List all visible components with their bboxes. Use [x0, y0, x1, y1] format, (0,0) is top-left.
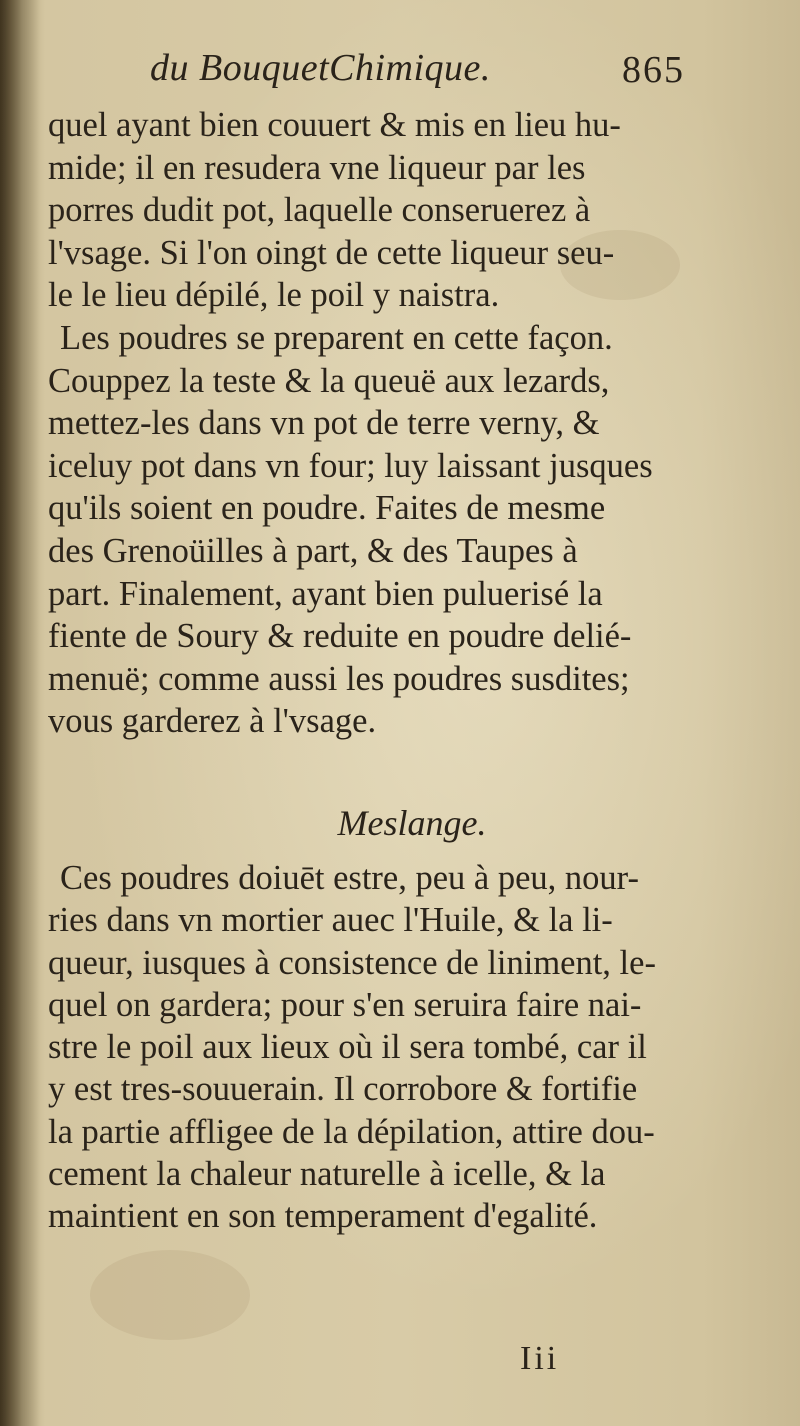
text-line: Couppez la teste & la queuë aux lezards,: [48, 361, 610, 400]
text-line: mettez-les dans vn pot de terre verny, &: [48, 404, 600, 443]
body-text-bottom: [48, 857, 720, 1238]
text-line: part. Finalement, ayant bien puluerisé la: [48, 574, 603, 613]
paper-stain: [90, 1250, 250, 1340]
text-line: la partie affligee de la dépilation, attire dou-: [48, 1112, 655, 1151]
text-line: Ces poudres doiuēt estre, peu à peu, nour-: [60, 859, 639, 897]
running-head: [0, 42, 800, 102]
gutter-shadow: [0, 0, 40, 1426]
text-line: maintient en son temperament d'egalité.: [48, 1197, 598, 1236]
text-line: menuë; comme aussi les poudres susdites;: [48, 659, 630, 698]
text-line: quel on gardera; pour s'en seruira faire nai-: [48, 985, 642, 1024]
text-line: des Grenoüilles à part, & des Taupes à: [48, 531, 578, 570]
text-line: Les poudres se preparent en cette façon.: [60, 318, 613, 357]
text-line: vous garderez à l'vsage.: [48, 702, 377, 741]
signature-mark: Iii: [520, 1340, 560, 1377]
text-line: stre le poil aux lieux où il sera tombé, car il: [48, 1028, 647, 1067]
page-number: 865: [622, 49, 685, 91]
text-line: mide; il en resudera vne liqueur par les: [48, 148, 586, 187]
text-line: fiente de Soury & reduite en poudre delié-: [48, 617, 632, 656]
text-line: qu'ils soient en poudre. Faites de mesme: [48, 489, 606, 528]
section-heading: Meslange.: [337, 803, 487, 843]
text-line: cement la chaleur naturelle à icelle, & la: [48, 1155, 606, 1194]
text-line: iceluy pot dans vn four; luy laissant jusques: [48, 446, 653, 485]
text-line: y est tres-souuerain. Il corrobore & fortifie: [48, 1070, 638, 1109]
text-line: queur, iusques à consistence de liniment, le-: [48, 943, 656, 982]
text-line: porres dudit pot, laquelle conseruerez à: [48, 191, 591, 230]
running-head-title: du BouquetChimique.: [150, 47, 491, 89]
text-line: quel ayant bien couuert & mis en lieu hu-: [48, 106, 621, 144]
text-line: ries dans vn mortier auec l'Huile, & la li-: [48, 901, 613, 940]
text-line: l'vsage. Si l'on oingt de cette liqueur seu-: [48, 233, 615, 272]
text-line: le le lieu dépilé, le poil y naistra.: [48, 276, 500, 315]
body-text-top: [48, 104, 720, 743]
